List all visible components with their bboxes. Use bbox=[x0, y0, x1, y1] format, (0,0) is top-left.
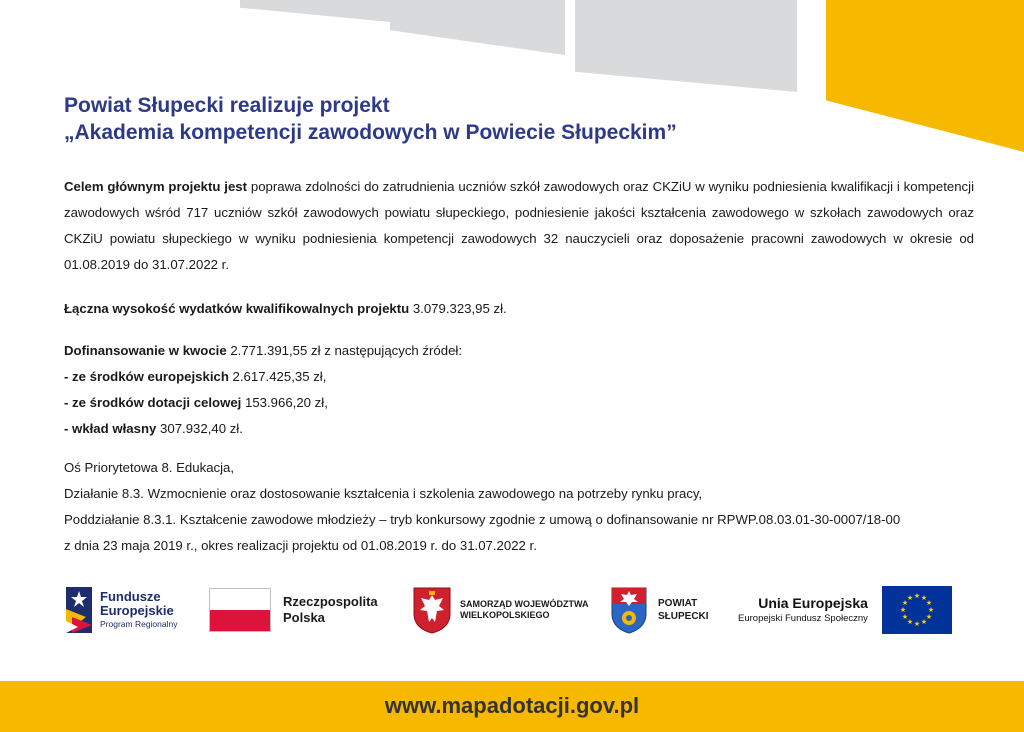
priority-line: Oś Priorytetowa 8. Edukacja, bbox=[64, 460, 235, 475]
footer-url: www.mapadotacji.gov.pl bbox=[384, 693, 640, 718]
fe-line-3: Program Regionalny bbox=[100, 619, 178, 629]
funding-source-item bbox=[64, 364, 974, 390]
total-expenses-value: 3.079.323,95 zł. bbox=[409, 301, 507, 316]
powiat-slupecki-coat-of-arms-icon bbox=[610, 586, 648, 634]
rp-line-1: Rzeczpospolita bbox=[283, 594, 378, 609]
project-goal-paragraph bbox=[64, 174, 974, 278]
priority-section bbox=[64, 455, 974, 559]
powiat-text bbox=[658, 597, 709, 623]
funding-value: 2.771.391,55 zł z następujących źródeł: bbox=[226, 343, 463, 358]
funding-source-label: - wkład własny bbox=[64, 421, 157, 436]
rzeczpospolita-polska-text bbox=[283, 594, 378, 626]
funding-line bbox=[64, 338, 974, 364]
project-goal-lead: Celem głównym projektu jest bbox=[64, 179, 248, 194]
fundusze-europejskie-text bbox=[100, 590, 177, 630]
powiat-line-1: POWIAT bbox=[658, 598, 698, 609]
total-expenses-label: Łączna wysokość wydatków kwalifikowalnych projektu bbox=[64, 301, 410, 316]
decorative-gray-shape bbox=[575, 0, 797, 92]
samorzad-wielkopolski-logo bbox=[412, 580, 589, 640]
funding-section bbox=[64, 338, 974, 442]
wielkopolska-eagle-shield-icon bbox=[412, 586, 452, 634]
svg-text:★: ★ bbox=[901, 599, 909, 607]
funding-source-value: 2.617.425,35 zł, bbox=[228, 369, 327, 384]
unia-europejska-text bbox=[738, 595, 868, 626]
decorative-gray-shape bbox=[240, 0, 390, 22]
powiat-line-2: SŁUPECKI bbox=[658, 611, 709, 622]
ue-line-2: Europejski Fundusz Społeczny bbox=[738, 612, 868, 624]
fe-line-1: Fundusze bbox=[100, 589, 161, 604]
samorzad-text bbox=[460, 599, 589, 621]
title-line-2: „Akademia kompetencji zawodowych w Powiecie Słupeckim” bbox=[64, 121, 677, 144]
rp-line-2: Polska bbox=[283, 610, 325, 625]
svg-text:★: ★ bbox=[913, 592, 921, 600]
eu-flag-icon bbox=[882, 586, 952, 634]
decorative-gray-shape bbox=[390, 0, 565, 55]
title-line-1: Powiat Słupecki realizuje projekt bbox=[64, 94, 390, 117]
polish-flag-icon bbox=[209, 588, 271, 632]
samorzad-line-2: WIELKOPOLSKIEGO bbox=[460, 610, 550, 620]
svg-text:★: ★ bbox=[927, 606, 935, 614]
unia-europejska-logo bbox=[738, 580, 952, 640]
svg-text:★: ★ bbox=[906, 618, 914, 626]
total-expenses bbox=[64, 296, 974, 322]
funding-label: Dofinansowanie w kwocie bbox=[64, 343, 227, 358]
funding-source-label: - ze środków dotacji celowej bbox=[64, 395, 242, 410]
svg-text:★: ★ bbox=[925, 599, 933, 607]
priority-line: z dnia 23 maja 2019 r., okres realizacji projektu od 01.08.2019 r. do 31.07.2022 r. bbox=[64, 538, 537, 553]
svg-text:★: ★ bbox=[906, 594, 914, 602]
fundusze-europejskie-icon bbox=[66, 587, 92, 633]
funding-source-item bbox=[64, 390, 974, 416]
svg-text:★: ★ bbox=[899, 606, 907, 614]
svg-text:★: ★ bbox=[920, 618, 928, 626]
samorzad-line-1: SAMORZĄD WOJEWÓDZTWA bbox=[460, 599, 589, 609]
priority-line: Działanie 8.3. Wzmocnienie oraz dostosowanie kształcenia i szkolenia zawodowego na potrzeby rynku pracy, bbox=[64, 486, 703, 501]
funding-source-value: 153.966,20 zł, bbox=[241, 395, 328, 410]
fe-line-2: Europejskie bbox=[100, 603, 174, 618]
funding-source-value: 307.932,40 zł. bbox=[156, 421, 243, 436]
svg-text:★: ★ bbox=[925, 613, 933, 621]
priority-line: Poddziałanie 8.3.1. Kształcenie zawodowe młodzieży – tryb konkursowy zgodnie z umową o dofinansowanie nr RPWP.08.03.01-30-0007/18-00 bbox=[64, 512, 901, 527]
fundusze-europejskie-logo bbox=[66, 580, 177, 640]
svg-text:★: ★ bbox=[920, 594, 928, 602]
svg-text:★: ★ bbox=[913, 620, 921, 628]
logo-bar bbox=[0, 580, 1024, 640]
svg-text:★: ★ bbox=[901, 613, 909, 621]
rzeczpospolita-polska-logo bbox=[209, 580, 378, 640]
ue-line-1: Unia Europejska bbox=[758, 594, 868, 611]
funding-source-label: - ze środków europejskich bbox=[64, 369, 229, 384]
powiat-slupecki-logo bbox=[610, 580, 709, 640]
funding-source-item bbox=[64, 416, 974, 442]
page-title bbox=[64, 92, 964, 146]
project-goal-text: poprawa zdolności do zatrudnienia uczniów szkół zawodowych oraz CKZiU w wyniku podniesienia kwalifikacji i kompetencji zawodowych wśród 717 uczniów szkół zawodowych powiatu słupeckiego, podniesienie jakości kształcenia zawodowego w szkołach zawodowych oraz CKZiU powiatu słupeckiego w wyniku podniesienia kompetencji zawodowych 32 nauczycieli oraz doposażenie pracowni zawodowych w okresie od 01.08.2019 do 31.07.2022 r. bbox=[64, 179, 975, 272]
